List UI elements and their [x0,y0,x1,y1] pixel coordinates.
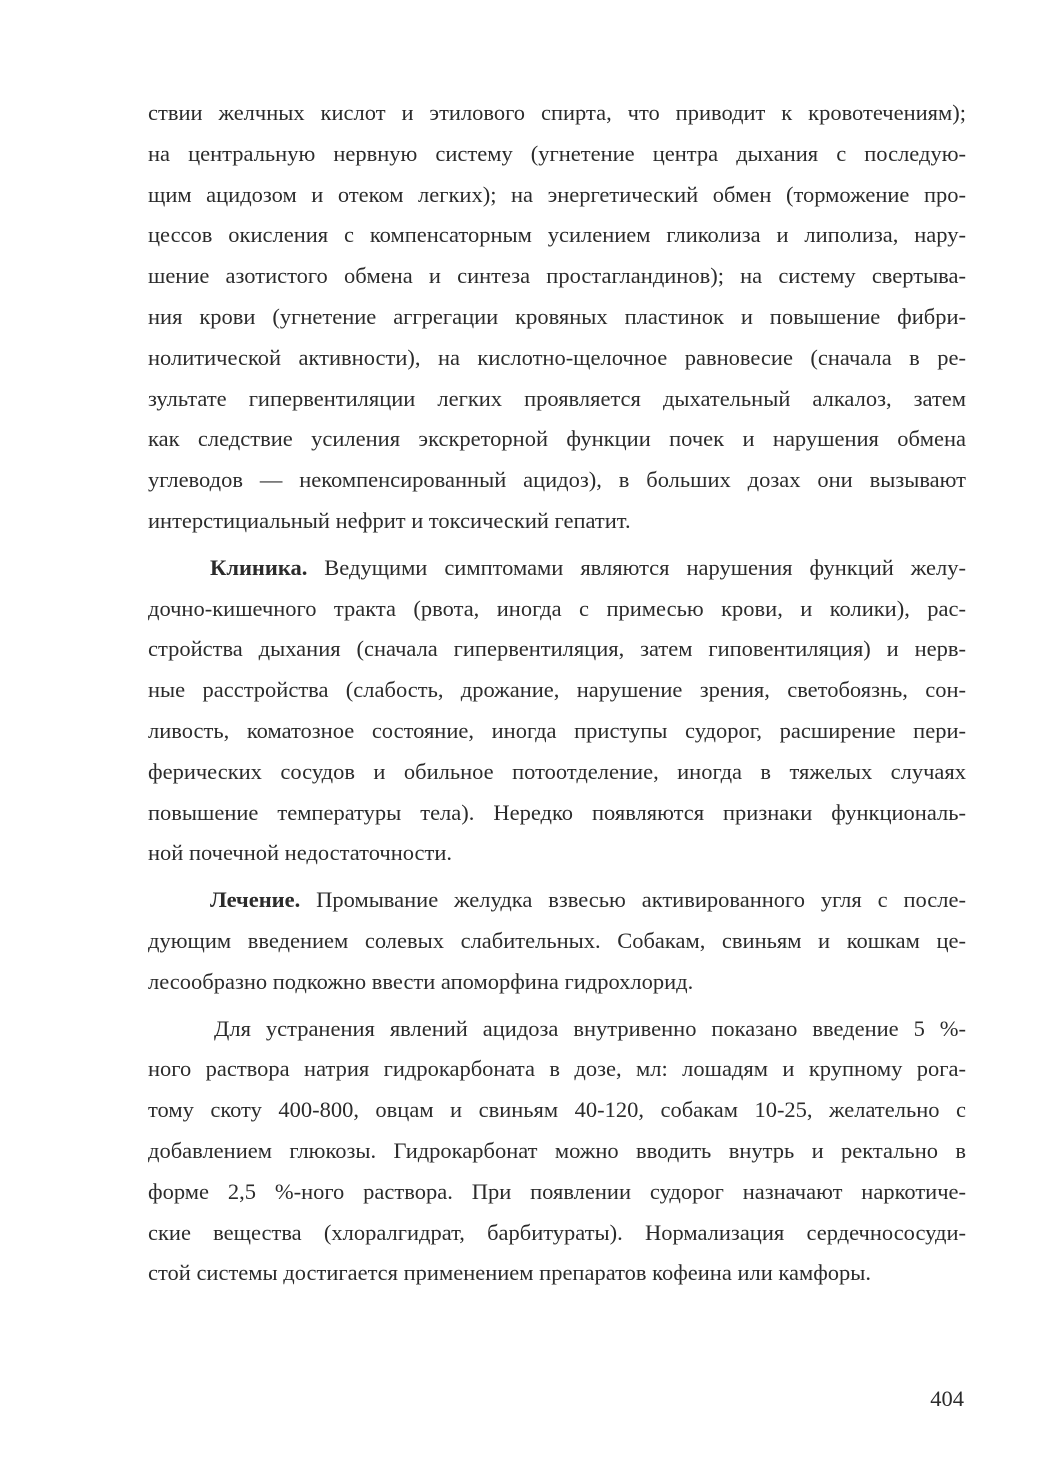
text-line: цессов окисления с компенсаторным усилением гликолиза и липолиза, нару- [148,222,966,248]
text-line: на центральную нервную систему (угнетение центра дыхания с последую- [148,140,966,166]
text-line: ной почечной недостаточности. [148,840,453,866]
treatment-first-line: Промывание желудка взвесью активированного угля с после- [300,887,966,913]
text-line: стой системы достигается применением препаратов кофеина или камфоры. [148,1260,872,1286]
text-line: стройства дыхания (сначала гипервентиляция, затем гиповентиляция) и нерв- [148,636,966,662]
text-line: Для устранения явлений ацидоза внутривенно показано введение 5 %- [214,1015,966,1041]
text-line: ния крови (угнетение аггрегации кровяных пластинок и повышение фибри- [148,303,966,329]
text-line: ские вещества (хлоралгидрат, барбитураты). Нормализация сердечнососуди- [148,1219,966,1245]
text-line: форме 2,5 %-ного раствора. При появлении судорог назначают наркотиче- [148,1178,966,1204]
page-number: 404 [930,1386,964,1411]
text-line: зультате гипервентиляции легких проявляется дыхательный алкалоз, затем [148,385,966,411]
paragraph-clinic [148,548,966,874]
text-line: шение азотистого обмена и синтеза простагландинов); на систему свертыва- [148,263,966,289]
text-line: повышение температуры тела). Нередко появляются признаки функциональ- [148,799,966,825]
text-line: тому скоту 400-800, овцам и свиньям 40-120, собакам 10-25, желательно с [148,1097,966,1123]
text-line: ферических сосудов и обильное потоотделение, иногда в тяжелых случаях [148,758,966,784]
paragraph-treatment [148,880,966,1002]
text-line: щим ацидозом и отеком легких); на энергетический обмен (торможение про- [148,181,966,207]
text-line: добавлением глюкозы. Гидрокарбонат можно вводить внутрь и ректально в [148,1137,966,1163]
text-line: дочно-кишечного тракта (рвота, иногда с примесью крови, и колики), рас- [148,595,966,621]
text-line: ливость, коматозное состояние, иногда приступы судорог, расширение пери- [148,717,966,743]
text-line: дующим введением солевых слабительных. Собакам, свиньям и кошкам це- [148,927,966,953]
text-line: углеводов — некомпенсированный ацидоз), в больших дозах они вызывают [148,467,966,493]
text-line: интерстициальный нефрит и токсический гепатит. [148,507,631,533]
page-body [148,93,966,1294]
text-line [148,548,966,589]
text-line: ные расстройства (слабость, дрожание, нарушение зрения, светобоязнь, сон- [148,677,966,703]
text-line [148,880,966,921]
text-line: лесообразно подкожно ввести апоморфина гидрохлорид. [148,968,694,994]
paragraph-acidosis-treatment [148,1009,966,1295]
text-line: ствии желчных кислот и этилового спирта, что приводит к кровотечениям); [148,100,966,125]
treatment-heading: Лечение. [210,887,301,913]
clinic-heading: Клиника. [210,554,308,580]
paragraph-toxic-effects [148,93,966,542]
clinic-first-line: Ведущими симптомами являются нарушения функций желу- [307,554,966,580]
text-line: нолитической активности), на кислотно-щелочное равновесие (сначала в ре- [148,344,966,370]
text-line: как следствие усиления экскреторной функции почек и нарушения обмена [148,426,966,452]
text-line: ного раствора натрия гидрокарбоната в дозе, мл: лошадям и крупному рога- [148,1056,966,1082]
